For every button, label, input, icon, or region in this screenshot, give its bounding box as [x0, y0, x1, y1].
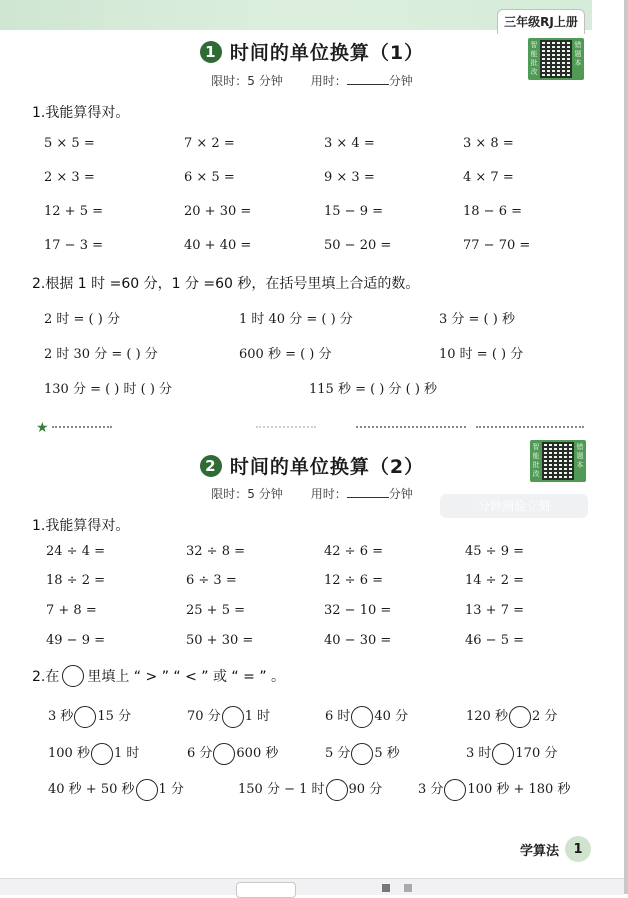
compare-circle[interactable] — [74, 706, 96, 728]
problem: 7 + 8 = — [46, 603, 97, 618]
problem: 25 + 5 = — [186, 603, 245, 618]
compare-circle[interactable] — [136, 779, 158, 801]
compare-problem: 120 秒 2 分 — [466, 705, 557, 728]
time-used-unit: 分钟 — [388, 487, 413, 501]
time-limit: 限时：5 分钟 — [211, 74, 283, 88]
problem: 12 + 5 = — [44, 204, 103, 219]
problem: 50 − 20 = — [324, 238, 392, 253]
qr-label-right: 错题本 — [574, 41, 582, 67]
problem: 40 + 40 = — [184, 238, 252, 253]
heading-prefix: 2.在 — [32, 669, 60, 685]
compare-circle[interactable] — [351, 743, 373, 765]
problem: 4 × 7 = — [463, 170, 514, 185]
heading-suffix: 里填上 “ > ” “ < ” 或 “ = ” 。 — [87, 669, 286, 685]
fill-blank-problem[interactable]: 130 分 = ( ) 时 ( ) 分 — [44, 382, 173, 397]
circle-icon — [62, 665, 84, 687]
footer-label: 学算法 — [520, 843, 560, 859]
dotted-line — [356, 426, 466, 434]
fill-blank-problem[interactable]: 115 秒 = ( ) 分 ( ) 秒 — [309, 382, 438, 397]
page-number: 1 — [565, 836, 591, 862]
compare-problem: 100 秒 1 时 — [48, 742, 139, 765]
view-mode-icon[interactable] — [404, 884, 412, 892]
compare-problem: 150 分 − 1 时 90 分 — [238, 778, 382, 801]
fill-blank-problem[interactable]: 2 时 = ( ) 分 — [44, 312, 120, 327]
compare-circle[interactable] — [351, 706, 373, 728]
problem: 5 × 5 = — [44, 136, 95, 151]
compare-circle[interactable] — [492, 743, 514, 765]
compare-circle[interactable] — [222, 706, 244, 728]
compare-circle[interactable] — [326, 779, 348, 801]
section-1-title-row — [0, 38, 624, 65]
section-2-title-row — [0, 452, 624, 479]
problem: 3 × 4 = — [324, 136, 375, 151]
problem: 7 × 2 = — [184, 136, 235, 151]
time-used-blank[interactable] — [347, 487, 389, 498]
compare-circle[interactable] — [91, 743, 113, 765]
compare-problem: 3 时 170 分 — [466, 742, 557, 765]
fill-blank-problem[interactable]: 1 时 40 分 = ( ) 分 — [239, 312, 353, 327]
problem: 49 − 9 = — [46, 633, 105, 648]
qr-label-left: 智能批改 — [532, 443, 540, 478]
star-icon: ★ — [36, 420, 49, 436]
fill-blank-problem[interactable]: 10 时 = ( ) 分 — [439, 347, 524, 362]
viewer-toolbar — [0, 878, 624, 895]
problem: 24 ÷ 4 = — [46, 544, 105, 559]
problem: 40 − 30 = — [324, 633, 392, 648]
time-used-blank[interactable] — [347, 74, 389, 85]
dotted-line — [52, 426, 112, 434]
problem: 2 × 3 = — [44, 170, 95, 185]
compare-circle[interactable] — [509, 706, 531, 728]
section-1-subtitle — [0, 72, 624, 89]
problem: 17 − 3 = — [44, 238, 103, 253]
fill-blank-problem[interactable]: 2 时 30 分 = ( ) 分 — [44, 347, 158, 362]
s1-q2-heading: 2.根据 1 时 =60 分，1 分 =60 秒，在括号里填上合适的数。 — [32, 276, 420, 292]
problem: 20 + 30 = — [184, 204, 252, 219]
problem: 3 × 8 = — [463, 136, 514, 151]
problem: 13 + 7 = — [465, 603, 524, 618]
problem: 50 + 30 = — [186, 633, 254, 648]
page-input[interactable] — [236, 882, 296, 898]
fill-blank-problem[interactable]: 600 秒 = ( ) 分 — [239, 347, 332, 362]
s1-q1-heading: 1.我能算得对。 — [32, 105, 130, 121]
problem: 15 − 9 = — [324, 204, 383, 219]
fill-blank-problem[interactable]: 3 分 = ( ) 秒 — [439, 312, 515, 327]
compare-problem: 5 分 5 秒 — [325, 742, 400, 765]
view-mode-icon[interactable] — [382, 884, 390, 892]
problem: 9 × 3 = — [324, 170, 375, 185]
page-footer — [520, 836, 591, 862]
problem: 45 ÷ 9 = — [465, 544, 524, 559]
compare-problem: 3 分 100 秒 + 180 秒 — [418, 778, 570, 801]
compare-circle[interactable] — [213, 743, 235, 765]
section-divider — [36, 420, 586, 436]
section-number-badge: 1 — [200, 41, 222, 63]
section-title: 时间的单位换算（2） — [229, 456, 425, 478]
compare-problem: 40 秒 + 50 秒 1 分 — [48, 778, 184, 801]
time-used-unit: 分钟 — [388, 74, 413, 88]
compare-problem: 3 秒 15 分 — [48, 705, 131, 728]
compare-problem: 6 时 40 分 — [325, 705, 408, 728]
s2-q2-heading — [32, 665, 285, 687]
time-limit: 限时：5 分钟 — [211, 487, 283, 501]
dotted-line — [476, 426, 584, 434]
s2-q1-heading: 1.我能算得对。 — [32, 518, 130, 534]
qr-label-left: 智能批改 — [530, 41, 538, 76]
problem: 32 − 10 = — [324, 603, 392, 618]
problem: 12 ÷ 6 = — [324, 573, 383, 588]
time-used-label: 用时： — [310, 74, 347, 88]
watermark-banner: 分钟测验立刻 — [440, 494, 588, 518]
problem: 46 − 5 = — [465, 633, 524, 648]
grade-tab: 三年级RJ上册 — [497, 9, 585, 34]
problem: 32 ÷ 8 = — [186, 544, 245, 559]
problem: 18 ÷ 2 = — [46, 573, 105, 588]
problem: 18 − 6 = — [463, 204, 522, 219]
problem: 6 × 5 = — [184, 170, 235, 185]
compare-problem: 70 分 1 时 — [187, 705, 270, 728]
problem: 6 ÷ 3 = — [186, 573, 237, 588]
dotted-line — [256, 426, 316, 434]
qr-label-right: 错题本 — [576, 443, 584, 469]
time-used-label: 用时： — [310, 487, 347, 501]
compare-circle[interactable] — [444, 779, 466, 801]
problem: 77 − 70 = — [463, 238, 531, 253]
section-title: 时间的单位换算（1） — [229, 42, 425, 64]
section-number-badge: 2 — [200, 455, 222, 477]
problem: 42 ÷ 6 = — [324, 544, 383, 559]
viewer-scroll-edge[interactable] — [624, 0, 628, 894]
problem: 14 ÷ 2 = — [465, 573, 524, 588]
compare-problem: 6 分 600 秒 — [187, 742, 278, 765]
